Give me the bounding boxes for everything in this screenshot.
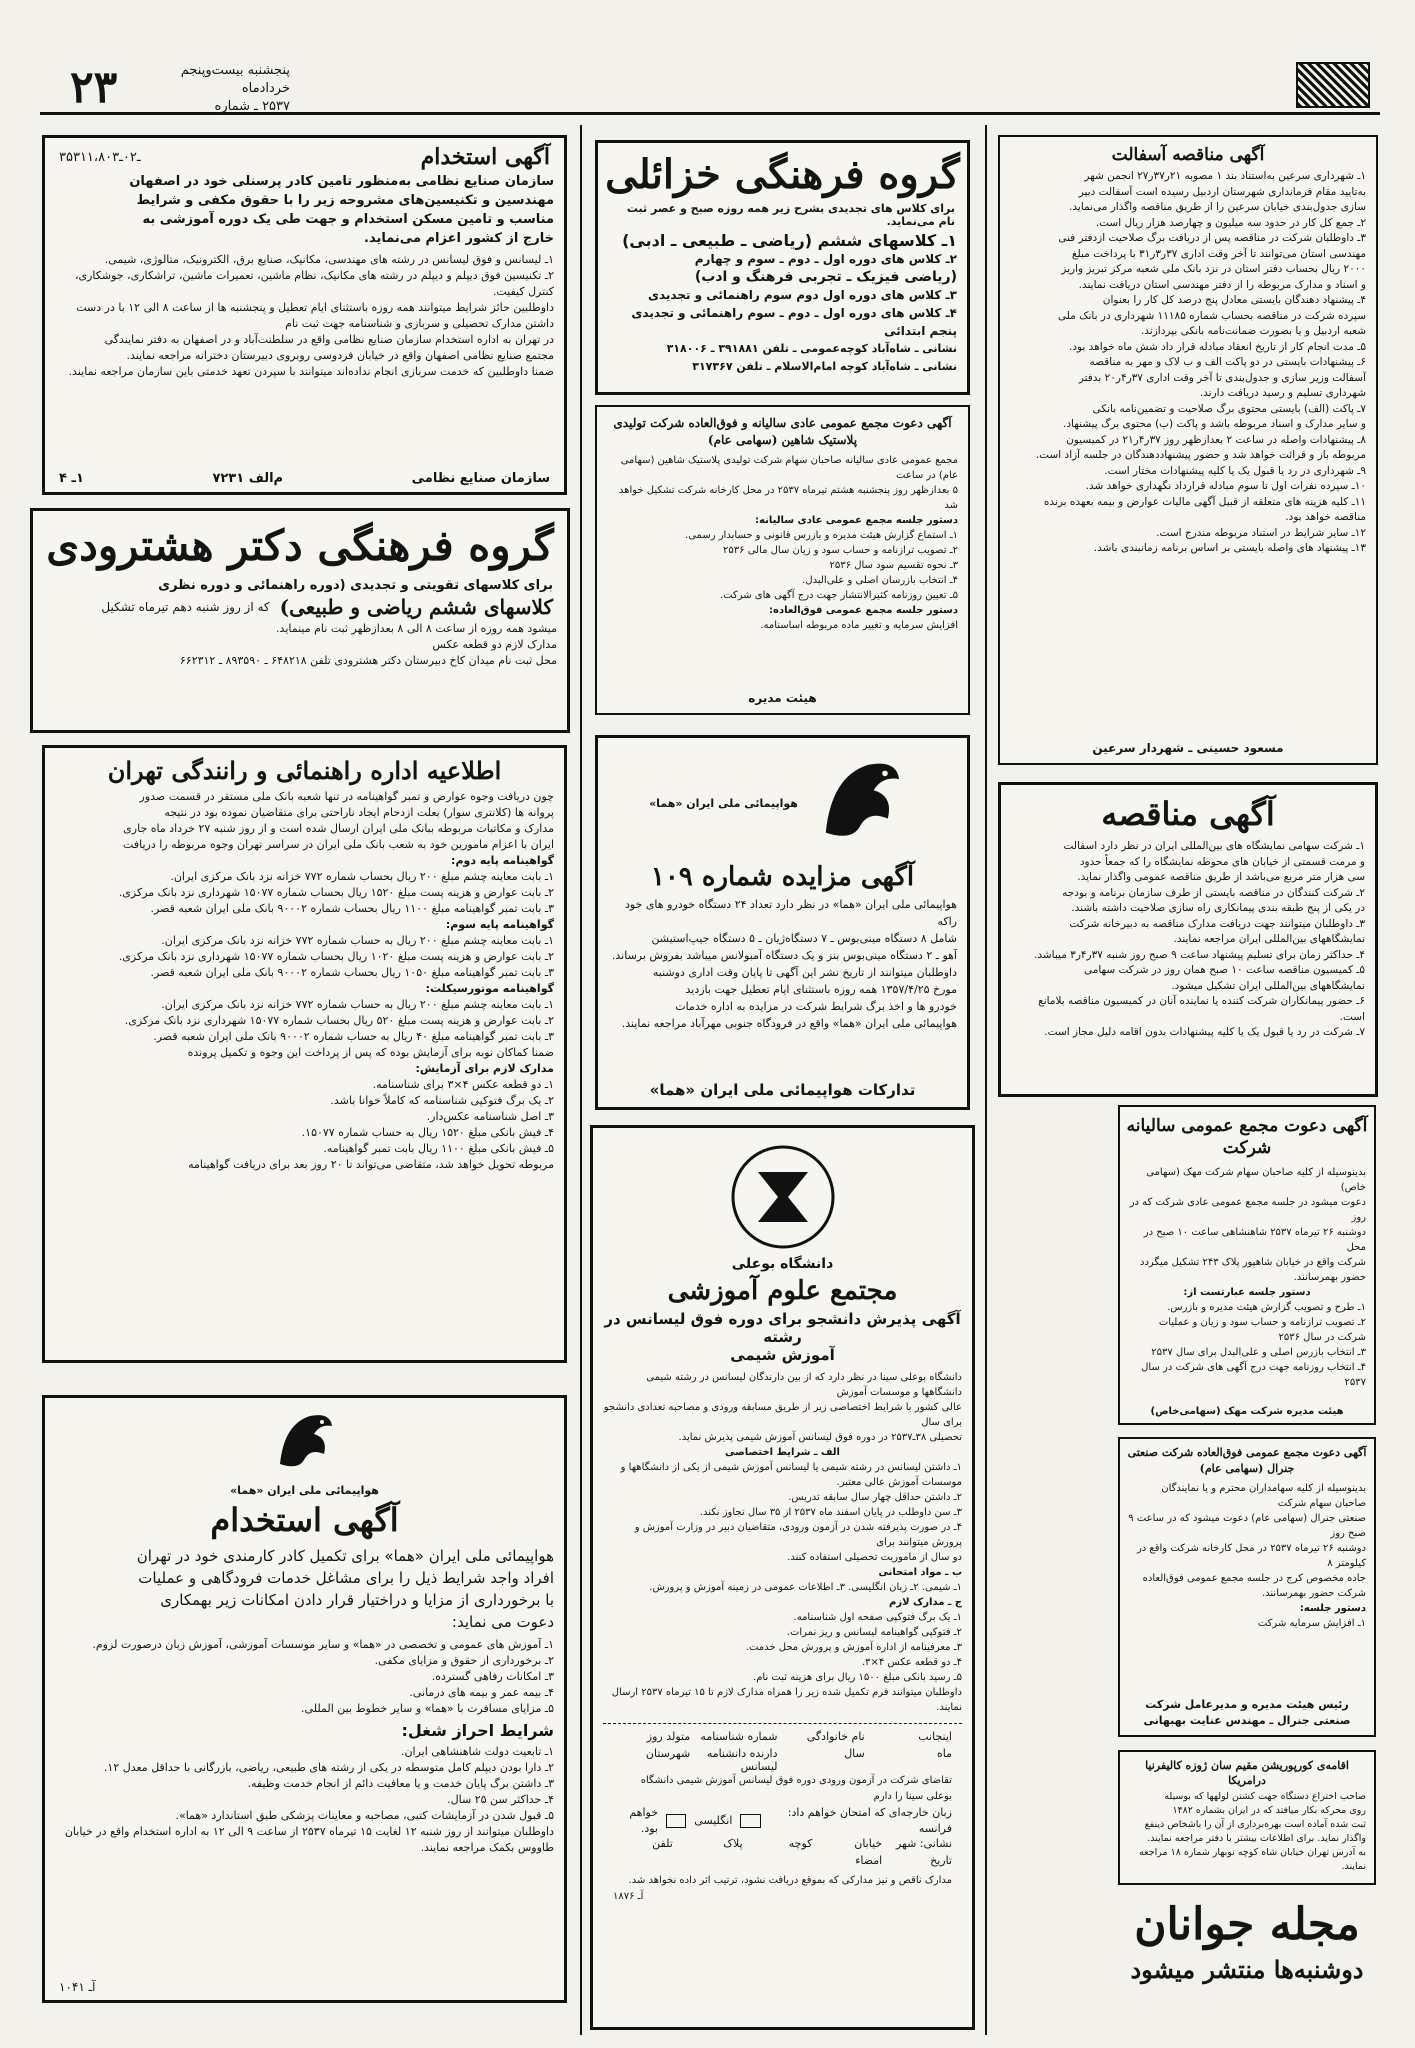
date-line-2: ۲۵۳۷ ـ شماره	[214, 99, 290, 114]
ad-note: مدارک ناقص و نیز مدارکی که بموقع دریافت نشود، ترتیب اثر داده نخواهد شد.	[628, 1875, 952, 1886]
form-field-label: سال	[844, 1747, 865, 1760]
ad-line: ۴ـ انتخاب بازرسان اصلی و علی‌البدل.	[802, 575, 958, 586]
ad-line: به‌تایید مقام فرمانداری شهرستان اردبیل رسیده است آسفالت دبیر	[1078, 185, 1366, 198]
ad-line: ۴ـ در صورت پذیرفته شدن در آزمون ورودی، متقاضیان دبیر در وزارت آموزش و پرورش میتوانند برای	[634, 1522, 962, 1548]
ad-line: ۱ـ دو قطعه عکس ۴×۳ برای شناسنامه.	[372, 1078, 554, 1091]
form-field-label: خواهم بود.	[629, 1806, 658, 1835]
ad-line: ۴ـ دو قطعه عکس ۴×۳.	[861, 1657, 962, 1668]
ad-line: ۵ـ قبول شدن در آزمایشات کتبی، مصاحبه و معاینات پزشکی طبق استاندارد «هما».	[175, 1809, 554, 1822]
ad-line: ۷ـ پاکت (الف) بایستی محتوی برگ صلاحیت و تضمین‌نامه بانکی	[1092, 402, 1366, 415]
ad-signature: رئیس هیئت مدیره و مدیرعامل شرکت صنعتی جنرال ـ مهندس عنایت بهبهانی	[1143, 1698, 1351, 1727]
ad-line: ۱ـ طرح و تصویب گزارش هیئت مدیره و بازرس.	[1167, 1302, 1366, 1313]
ad-line: ۱ـ شهرداری سرعین به‌استناد بند ۱ مصوبه ۲۱ر۳۷ر۲۷ انجمن شهر	[1084, 170, 1366, 182]
checkbox-french[interactable]	[740, 1814, 760, 1828]
ad-line: پروانه ها (کلانتری سوار) بعلت ازدحام ایجاد ناراحتی برای متقاضیان نموده بود در نتیجه	[164, 806, 554, 819]
ad-line: ۲ـ تکنیسین فوق دیپلم و دیپلم در رشته های مکانیک، نظام ماشین، تعمیرات ماشین، تراشکاری، جوشکاری، کنترل کیفیت.	[74, 269, 554, 298]
ad-line: خارج از کشور اعزام می‌نماید.	[364, 231, 554, 246]
ad-line: ۲۰۰۰ ریال بحساب دفتر استان در نزد بانک ملی شعبه مرکز تبریز واریز	[1061, 263, 1366, 275]
ad-line: ۱۲ـ سایر شرایط در استناد مربوطه مندرج است.	[1156, 526, 1366, 539]
ad-line: بدینوسیله از کلیه صاحبان سهام شرکت مهک (سهامی خاص)	[1146, 1167, 1366, 1193]
column-rule-left	[580, 125, 582, 2035]
ad-subheading: گواهینامه پایه سوم:	[445, 918, 554, 931]
ad-line: آسفالت وزیر سازی و جدول‌بندی تا آخر وقت اداری ۳۷ر۴ر۲۰ بدفتر	[1078, 371, 1366, 384]
ad-sanaye-nezami	[42, 135, 567, 495]
ad-line: ۱ـ شیمی. ۲ـ زبان انگلیسی. ۳ـ اطلاعات عمومی در زمینه آموزش و پرورش.	[649, 1582, 962, 1593]
ad-asphalt	[998, 135, 1378, 765]
ad-subheading: گواهینامه موتورسیکلت:	[425, 982, 554, 995]
form-field-label: شماره شناسنامه	[700, 1730, 778, 1743]
ad-subheading: دستور جلسه:	[1299, 1603, 1366, 1614]
ad-line: ۴ـ بیمه عمر و بیمه های درمانی.	[409, 1686, 554, 1699]
ad-code: ۳۵ـ۰۲ـ۳۱۱،۸۰۳	[59, 149, 141, 165]
ad-title: آگهی مزایده شماره ۱۰۹	[650, 862, 915, 892]
ad-title: مجله جوانان	[1134, 1899, 1360, 1950]
ad-signature: سازمان صنایع نظامی	[411, 471, 550, 486]
ad-line: هواپیمائی ملی ایران «هما» در نظر دارد تعداد ۲۴ دستگاه خودرو های خود راکه	[624, 898, 957, 928]
ad-line: با برخورداری از مزایا و دراختیار قرار دادن امکانات زیر بهمکاری	[160, 1591, 554, 1609]
ad-line: ۳ـ امکانات رفاهی گسترده.	[431, 1670, 554, 1683]
ad-line: ۳ـ داوطلبان میتوانند جهت دریافت مدارک مناقصه به دبیرخانه شرکت	[1069, 917, 1365, 930]
ad-line: در تهران به اداره استخدام سازمان صنایع نظامی واقع در سلطنت‌آباد و در اصفهان به دفتر نمایندگی	[104, 333, 554, 346]
ad-line: ضمنا کماکان نوبه برای آزمایش بوده که پس از پرداخت این وجوه و تکمیل پرونده	[187, 1046, 554, 1059]
ad-title: آگهی مناقصه آسفالت	[1111, 145, 1265, 165]
ad-line: ۱ـ تابعیت دولت شاهنشاهی ایران.	[400, 1745, 554, 1758]
ad-line: ۴ـ کلاس های دوره اول ـ دوم ـ سوم راهنمائی و تجدیدی پنجم ابتدائی	[631, 306, 957, 338]
bu-ali-logo-text: دانشگاه بوعلی	[731, 1256, 834, 1272]
homa-bird-icon	[806, 748, 916, 858]
ad-subheading: دستور جلسه عبارتست از:	[1183, 1287, 1311, 1298]
form-field-label: اینجانب	[918, 1730, 952, 1743]
ad-line: سپرده شرکت در مناقصه بحساب شماره ۱۱۱۸۵ شهرداری در بانک ملی	[1057, 309, 1366, 322]
homa-brand: هواپیمائی ملی ایران «هما»	[230, 1484, 379, 1497]
ad-rahnamaei	[42, 745, 567, 1363]
ad-line: مدارک لازم دو قطعه عکس	[432, 638, 557, 651]
ad-line: هواپیمائی ملی ایران «هما» واقع در فرودگاه جنوبی مهرآباد مراجعه نمایند.	[621, 1017, 957, 1030]
ad-line: ۲ـ دارا بودن دیپلم کامل متوسطه در یکی از رشته های طبیعی، ریاضی، بازرگانی با حداقل معدل ۱۲.	[103, 1761, 554, 1774]
ad-title: آگهی دعوت مجمع عمومی عادی سالیانه و فوق‌العاده شرکت تولیدی پلاستیک شاهین (سهامی عام)	[613, 416, 952, 447]
ad-line: مربوطه تحویل خواهد شد، متقاضی می‌تواند تا ۲۰ روز بعد برای دریافت گواهینامه	[188, 1158, 554, 1171]
ad-line: مدارک و مکاتبات مربوطه ببانک ملی ایران ارسال شده است و از روز شنبه ۲۷ خرداد ماه جاری	[123, 822, 554, 835]
ad-line: ۲ـ بابت عوارض و هزینه پست مبلغ ۱۵۲۰ ریال بحساب شماره ۱۵۰۷۷ شهرداری نزد بانک مرکزی.	[118, 886, 554, 899]
ad-line: ۱۰ـ سپرده نفرات اول تا سوم مبادله قرارداد نگهداری خواهد شد.	[1085, 480, 1366, 492]
ad-line: ۷ـ شرکت در رد یا قبول یک یا کلیه پیشنهادات بدون اقامه دلیل مجاز است.	[1044, 1026, 1365, 1038]
ad-line: مربوطه باز و قرائت خواهد شد و حضور پیشنهاددهندگان در جلسه آزاد است.	[1035, 449, 1366, 461]
ad-line: و سایر مدارک و اسناد مربوطه باشد و پاکت (ب) محتوی برگ پیشنهاد.	[1063, 418, 1366, 430]
ad-signature: هیئت مدیره شرکت مهک (سهامی‌خاص)	[1150, 1406, 1344, 1417]
ad-line: سازمان صنایع نظامی به‌منظور تامین کادر پرسنلی خود در اصفهان	[129, 174, 554, 189]
ad-line: ۳ـ کلاس های دوره اول دوم سوم راهنمائی و تجدیدی	[647, 288, 957, 302]
ad-line: ۴ـ حداکثر زمان برای تسلیم پیشنهاد ساعت ۹ صبح روز شنبه ۳۷ر۴ر۳ میباشد.	[1034, 948, 1365, 961]
ad-line: ۱ـ بابت معاینه چشم مبلغ ۲۰۰ ریال بحساب شماره ۷۷۲ خزانه نزد بانک مرکزی ایران.	[170, 870, 554, 883]
form-field-label: زبان خارجه‌ای که امتحان خواهم داد: فرانسه	[787, 1806, 952, 1835]
ad-line: ۲ـ بابت عوارض و هزینه پست مبلغ ۵۲۰ ریال بحساب شماره ۱۵۰۷۷ شهرداری نزد بانک مرکزی.	[124, 1014, 554, 1027]
ad-general	[1118, 1437, 1376, 1737]
ad-line: ۱ـ افزایش سرمایه شرکت	[1257, 1618, 1366, 1629]
ad-line: داوطلبان میتوانند از روز شنبه ۱۲ لغایت ۱۵ تیرماه ۲۵۳۷ از ساعت ۹ الی ۱۲ به اداره استخدام واقع در خیابان طاووس‌ بکمک مراجعه نمایند.	[64, 1825, 554, 1854]
ad-ref-2: ۱ـ ۴	[59, 471, 84, 486]
ad-line: ۴ـ انتخاب روزنامه جهت درج آگهی های شرکت در سال ۲۵۳۷	[1141, 1362, 1366, 1388]
ad-line: صاحب اختراع دستگاه جهت کشتن لولهها که بوسیله	[1164, 1791, 1366, 1802]
ad-line: دعوت میشود در جلسه مجمع عمومی عادی شرکت که در روز	[1129, 1197, 1366, 1223]
ad-line: مجمع عمومی عادی سالیانه صاحبان سهام شرکت تولیدی پلاستیک شاهین (سهامی عام) در ساعت	[620, 455, 958, 481]
form-field-label: متولد روز	[646, 1730, 691, 1743]
ad-title: آگهی استخدام	[420, 144, 550, 170]
homa-bird-icon	[270, 1404, 340, 1482]
ad-line: ۲ـ تصویب ترازنامه و حساب سود و زیان سال مالی ۲۵۳۶	[723, 545, 958, 556]
ad-line: مجتمع صنایع نظامی اصفهان واقع در خیابان فردوسی روبروی دبیرستان دخترانه مراجعه نمایند.	[126, 349, 554, 362]
ad-line: نمایشگاههای بین‌المللی ایران تشکیل میشود.	[1171, 979, 1365, 992]
ad-line: ۴ـ حداکثر سن ۲۵ سال.	[447, 1793, 554, 1806]
ad-title: اطلاعیه اداره راهنمائی و رانندگی تهران	[107, 756, 502, 785]
ad-california	[1118, 1750, 1376, 1885]
ad-subheading: مدارک لازم برای آزمایش:	[415, 1062, 554, 1075]
ad-line: ۱ـ استماع گزارش هیئت مدیره و بازرس قانونی و حسابدار رسمی.	[685, 530, 958, 541]
ad-line: چون دریافت وجوه عوارض و تمبر گواهینامه در تنها شعبه بانک ملی مستقر در قسمت صدور	[139, 790, 554, 803]
ad-ref: م‌الف ۷۲۳۱	[212, 471, 284, 486]
ad-line: مهندسی استان می‌توانند تا آخر وقت اداری ۳۷ر۳ر۳۱ با پرداخت مبلغ	[1071, 247, 1366, 260]
homa-brand: هواپیمائی ملی ایران «هما»	[649, 796, 798, 810]
ad-line: (ریاضی فیزیک ـ تجربی فرهنگ و ادب)	[694, 269, 957, 285]
form-field-label: ماه	[936, 1747, 952, 1760]
ad-subheading: شرایط احراز شغل:	[401, 1721, 554, 1740]
ad-line: ۵ـ تعیین روزنامه کثیرالانتشار جهت درج آگهی های شرکت.	[719, 590, 958, 601]
ad-subheading: ب ـ مواد امتحانی	[878, 1567, 962, 1578]
form-field-label: تاریخ	[930, 1854, 952, 1867]
ad-line: ۵ بعدازظهر روز پنجشنبه هشتم تیرماه ۲۵۳۷ در محل کارخانه شرکت تشکیل خواهد شد	[618, 485, 958, 511]
ad-line: و مرمت قسمتی از خیابان های محوطه نمایشگاه را که جمعاً حدود	[1079, 855, 1365, 868]
ad-line: مورخ ۱۳۵۷/۴/۲۵ همه روزه باستثنای ایام تعطیل جهت بازدید	[685, 983, 957, 996]
ad-line: مناسب و تامین مسکن استخدام و جهت طی یک دوره آموزشی به	[142, 212, 554, 227]
ad-line: دو سال از ماموریت تحصیلی استفاده کنند.	[787, 1552, 962, 1563]
ad-title: اقامه‌ی کورپوریشن مقیم سان ژوزه کالیفرنیا درامریکا	[1145, 1759, 1349, 1787]
ad-line: ۳ـ انتخاب بازرس اصلی و علی‌البدل برای سال ۲۵۳۷	[1151, 1347, 1366, 1358]
ad-line: ۱ـ شرکت سهامی نمایشگاه های بین‌المللی ایران در نظر دارد اسفالت	[1063, 840, 1365, 852]
ad-line: ۱ـ کلاسهای ششم (ریاضی ـ طبیعی ـ ادبی)	[622, 231, 957, 250]
ad-mahak	[1118, 1105, 1376, 1425]
ad-line: ۲ـ داشتن حداقل چهار سال سابقه تدریس.	[788, 1492, 962, 1503]
ad-line: ۲ـ یک برگ فتوکپی شناسنامه که کاملاً خوانا باشد.	[330, 1094, 554, 1107]
ad-title: گروه فرهنگی خزائلی	[605, 151, 960, 198]
ad-line: دوشنبه ۲۶ تیرماه ۲۵۳۷ شاهنشاهی ساعت ۱۰ صبح در محل	[1143, 1227, 1366, 1253]
ad-line: ایران با اعزام مامورین خود به شعب بانک ملی ایران در سراسر تهران وجوه مربوطه را دریافت	[123, 838, 554, 851]
ad-line: در یکی از پنج طبقه بندی پیمانکاری راه سازی صلاحیت داشته باشند.	[1071, 902, 1365, 914]
ad-line: ۳ـ بابت تمبر گواهینامه مبلغ ۱۱۰۰ ریال بحساب شماره ۹۰۰۰۲ بانک ملی ایران شعبه قصر.	[150, 902, 554, 915]
ad-line: برای کلاس های تجدیدی بشرح زیر همه روزه صبح و عصر ثبت نام می‌نماید.	[626, 202, 955, 228]
ad-line: ۵ـ رسید بانکی مبلغ ۱۵۰۰ ریال برای هزینه ثبت نام.	[753, 1672, 962, 1683]
date-line-1: پنجشنبه بیست‌و‌پنجم خردادماه	[180, 63, 290, 96]
ad-homa-auction	[595, 735, 970, 1110]
ad-line: روی محرکه بکار میافتد که در ایران بشماره ۱۴۸۲	[1172, 1805, 1366, 1816]
ad-line: ۵ـ کمیسیون مناقصه ساعت ۱۰ صبح همان روز در شرکت سهامی	[1083, 964, 1365, 976]
ad-line: ۵ـ فیش بانکی مبلغ ۱۱۰۰ ریال بابت تمبر گواهینامه.	[323, 1142, 554, 1155]
form-field-label: شهرستان	[645, 1747, 691, 1760]
ad-line: به آدرس تهران خیابان شاه کوچه نوبهار شماره ۱۸ مراجعه نمایند.	[1139, 1847, 1366, 1872]
ad-line: ۱ـ آموزش های عمومی و تخصصی در «هما» و سایر موسسات آموزشی، آموزش زبان درصورت لزوم.	[92, 1638, 554, 1651]
ad-line: ۱ـ داشتن لیسانس در رشته شیمی یا لیسانس آموزش شیمی از یکی از دانشگاهها و موسسات آموزش عالی معتبر.	[620, 1462, 962, 1488]
ad-line: دعوت می نماید:	[451, 1613, 554, 1631]
ad-line: داوطلبان میتوانند فرم تکمیل شده زیر را همراه مدارک لازم تا ۱۵ تیرماه ۲۵۳۷ ارسال نمایند.	[611, 1687, 962, 1713]
ad-line: ۳ـ اصل شناسنامه عکس‌دار.	[426, 1110, 554, 1123]
ad-title: آگهی استخدام	[210, 1501, 399, 1539]
column-rule-right	[985, 125, 987, 2035]
ad-line: ۳ـ معرفینامه از اداره آموزش و پرورش محل خدمت.	[745, 1642, 962, 1653]
ad-line: ۶ـ حضور پیمانکاران شرکت کننده یا نماینده آنان در کمیسیون مناقصه بلامانع است.	[1038, 995, 1365, 1023]
form-field-label: انگلیسی	[694, 1814, 733, 1827]
ad-signature: مسعود حسینی ـ شهردار سرعین	[1092, 741, 1284, 755]
ad-ref: آـ ۱۰۴۱	[59, 1980, 96, 1994]
form-field-label: نام خانوادگی	[806, 1730, 865, 1743]
ad-line: ۱ـ یک برگ فتوکپی صفحه اول شناسنامه.	[793, 1612, 962, 1623]
ad-title: مجتمع علوم آموزشی	[667, 1276, 898, 1306]
ad-line: ضمنا داوطلبین که خدمت سربازی انجام نداده‌اند میتوانند با سپردن تعهد خدمتی باین سازمان مراجعه نمایند.	[68, 365, 554, 378]
ad-line: ۶ـ پیشنهادات بایستی در دو پاکت الف و ب لاک و مهر به مناقصه	[1089, 356, 1366, 368]
ad-ref: آـ ۱۸۷۶	[613, 1891, 644, 1902]
ad-line: ۲ـ جمع کل کار در حدود سه میلیون و چهارصد هزار ریال است.	[1095, 216, 1366, 229]
page-header	[40, 62, 1380, 115]
ad-line: کلاسهای ششم ریاضی و طبیعی)	[279, 595, 553, 619]
form-field-label: تلفن	[652, 1837, 673, 1850]
ad-javanan	[1118, 1895, 1376, 2020]
ad-line: شعبه اردبیل و یا بصورت ضمانت‌نامه بانکی بپردازند.	[1140, 325, 1366, 337]
ad-bu-ali	[590, 1125, 975, 2030]
checkbox-english[interactable]	[666, 1814, 686, 1828]
ad-subtitle: آموزش شیمی	[730, 1346, 835, 1364]
ad-line: ۲ـ تصویب ترازنامه و حساب سود و زیان و عملیات شرکت در سال ۲۵۳۶	[1158, 1317, 1366, 1343]
ad-line: شرکت واقع در خیابان شاهپور پلاک ۲۴۳ تشکیل میگردد	[1140, 1257, 1366, 1268]
ad-line: داوطلبین حائز شرایط میتوانند همه روزه باستثنای ایام تعطیل و پنجشنبه ها از ساعت ۸ الی ۱۲ با در دست داشتن مدارک تحصیلی و سربازی و شناسنامه جهت ثبت نام	[76, 301, 554, 330]
ad-title: آگهی مناقصه	[1101, 795, 1275, 833]
ad-line: افزایش سرمایه و تغییر ماده مربوطه اساسنامه.	[760, 620, 958, 631]
ad-title: گروه فرهنگی دکتر هشترودی	[46, 521, 554, 570]
ad-line: نمایشگاههای بین‌المللی ایران مراجعه نمایند.	[1173, 933, 1365, 945]
ad-line: و اسناد و مدارک مربوطه را از دفتر مهندسی استان دریافت نمایند.	[1078, 278, 1366, 291]
ad-line: که از روز شنبه دهم تیرماه تشکیل	[101, 600, 270, 614]
ad-line: صنعتی جنرال (سهامی عام) دعوت میشود که در ساعت ۹ صبح روز	[1128, 1513, 1366, 1539]
form-field-label: کوچه	[788, 1837, 813, 1850]
ad-line: ۳ـ نحوه تقسیم سود سال ۲۵۳۶	[829, 560, 958, 571]
ad-line: عالی کشور با شرایط اختصاصی زیر از طریق مسابقه ورودی و مصاحبه تعدادی دانشجو برای سال	[603, 1402, 962, 1428]
ad-line: داوطلبان میتوانند از تاریخ نشر این آگهی تا پایان وقت اداری دوشنبه	[652, 966, 957, 979]
form-field-label: تقاضای شرکت در آزمون ورودی دوره فوق لیسانس آموزش شیمی دانشگاه بوعلی سینا را دارم	[640, 1775, 952, 1802]
ad-line: نشانی ـ شاه‌آباد کوچه‌عمومی ـ تلفن ۳۹۱۸۸۱ ـ ۳۱۸۰۰۶	[666, 342, 957, 355]
ad-subheading: ج ـ مدارک لازم	[889, 1597, 962, 1608]
ad-line: ۸ـ پیشنهادات واصله در ساعت ۲ بعدازظهر روز ۳۷ر۴ر۲۱ در کمیسیون	[1066, 433, 1366, 446]
ad-line: ۲ـ کلاس های دوره اول ـ دوم ـ سوم و چهارم	[694, 252, 957, 266]
ad-line: ۴ـ فیش بانکی مبلغ ۱۵۲۰ ریال به حساب شماره ۱۵۰۷۷.	[301, 1126, 554, 1139]
ad-line: ۱ـ لیسانس و فوق لیسانس در رشته های مهندسی، مکانیک، صنایع برق، الکترونیک، متالوژی، شیمی.	[104, 253, 554, 266]
ad-line: مهندسین و تکنیسین‌های مشروحه زیر را با حقوق مکفی و شرایط	[136, 193, 554, 208]
ad-subheading: الف ـ شرایط اختصاصی	[724, 1447, 840, 1458]
ad-line: سازی جدول‌بندی خیابان سرعین را از طریق مناقصه واگذار می‌نماید.	[1069, 201, 1366, 213]
form-field-label: دارنده دانشنامه لیسانس	[706, 1747, 778, 1773]
ad-line: میشود همه روزه از ساعت ۸ الی ۸ بعدازظهر ثبت نام مینماید.	[276, 622, 557, 635]
ad-line: دانشگاه بوعلی سینا در نظر دارد که از بین دارندگان لیسانس در رشته شیمی دانشگاهها و موسسات آموزش	[646, 1372, 962, 1398]
ad-subheading: دستور جلسه مجمع عمومی عادی سالیانه:	[755, 515, 958, 526]
ad-line: شامل ۸ دستگاه مینی‌بوس ـ ۷ دستگاه‌ژیان ـ ۵ دستگاه جیپ‌استیشن	[651, 932, 957, 945]
ad-shahin	[595, 405, 970, 715]
ad-subtitle: دوشنبه‌ها منتشر میشود	[1130, 1955, 1364, 1984]
ad-line: ۱ـ بابت معاینه چشم مبلغ ۲۰۰ ریال به حساب شماره ۷۷۲ خزانه نزد بانک مرکزی ایران.	[161, 998, 554, 1011]
ad-khazaeli	[595, 140, 970, 395]
ad-line: تحصیلی ۳۸ـ۲۵۳۷ در دوره فوق لیسانس آموزش شیمی پذیرش نماید.	[678, 1432, 962, 1443]
ad-line: حضور بهمرسانند.	[1293, 1272, 1366, 1283]
ad-line: ۹ـ شهرداری در رد یا قبول یک یا کلیه پیشنهادات مختار است.	[1104, 464, 1366, 477]
ad-line: ۳ـ سن داوطلب در پایان اسفند ماه ۲۵۳۷ از ۳۵ سال تجاوز نکند.	[699, 1507, 962, 1518]
ad-signature: تدارکات هواپیمائی ملی ایران «هما»	[649, 1081, 916, 1099]
ad-line: نشانی ـ شاه‌آباد کوچه امام‌الاسلام ـ تلفن ۳۱۷۳۶۷	[692, 360, 957, 373]
ad-line: ثبت شده آماده است بهره‌برداری از آن را باشخاص ذینفع	[1144, 1819, 1366, 1830]
ad-monaghese	[998, 782, 1378, 1097]
ad-line: ۱۱ـ کلیه هزینه های متعلقه از قبیل آگهی مالیات عوارض و بیمه بعهده برنده مناقصه خواهد بود.	[1043, 495, 1366, 523]
ad-line: ۵ـ مزایای مسافرت با «هما» و سایر خطوط بین المللی.	[301, 1702, 554, 1715]
ad-title: آگهی دعوت مجمع عمومی فوق‌العاده شرکت صنعتی جنرال (سهامی عام)	[1127, 1446, 1367, 1475]
bu-ali-logo-icon	[593, 1128, 972, 1256]
application-form	[603, 1723, 962, 1905]
ad-line: ۲ـ فتوکپی گواهینامه لیسانس و ریز نمرات.	[786, 1627, 962, 1638]
ad-line: واگذار نماید. برای اطلاعات بیشتر با دفتر مراجعه نمایند.	[1147, 1833, 1366, 1844]
ad-body	[45, 789, 564, 1173]
ad-signature: هیئت مدیره	[748, 691, 817, 705]
issue-date	[150, 62, 290, 116]
ad-homa-hire	[42, 1395, 567, 2003]
page-number: ۲۳	[70, 62, 118, 113]
ad-line: ۲ـ بابت عوارض و هزینه پست مبلغ ۱۰۲۰ ریال بحساب شماره ۱۵۰۷۷ شهرداری نزد بانک مرکزی.	[118, 950, 554, 963]
ad-line: ۵ـ مدت انجام کار از تاریخ انعقاد مبادله قرار داد شش ماه خواهد بود.	[1068, 340, 1366, 353]
ad-line: هواپیمائی ملی ایران «هما» برای تکمیل کادر کارمندی خود در تهران	[136, 1547, 554, 1565]
ad-title: آگهی دعوت مجمع عمومی سالیانه شرکت	[1126, 1116, 1368, 1158]
ad-line: دوشنبه ۲۶ تیرماه ۲۵۳۷ در محل کارخانه شرکت واقع در کیلومتر ۸	[1136, 1543, 1366, 1569]
ad-line: ۲ـ برخورداری از حقوق و مزایای مکفی.	[374, 1654, 554, 1667]
ad-subheading: گواهینامه پایه دوم:	[451, 854, 554, 867]
ad-line: خودرو ها و اخذ برگ شرایط شرکت در مزایده به اداره خدمات	[675, 1000, 957, 1013]
ad-line: بدینوسیله از کلیه سهامداران محترم و یا نمایندگان صاحبان سهام شرکت	[1161, 1483, 1366, 1509]
ad-subheading: دستور جلسه مجمع عمومی فوق‌العاده:	[769, 605, 958, 616]
ad-line: محل ثبت نام میدان کاخ دبیرستان دکتر هشترودی تلفن ۶۴۸۲۱۸ ـ ۸۹۳۵۹۰ ـ ۶۶۲۳۱۲	[179, 654, 557, 667]
ad-line: آهو ـ ۲ دستگاه مینی‌بوس بنز و یک دستگاه آمبولانس میباشد بفروش برساند.	[611, 949, 957, 962]
ad-line: ۱ـ بابت معاینه چشم مبلغ ۲۰۰ ریال به حساب شماره ۷۷۲ خزانه نزد بانک مرکزی ایران.	[161, 934, 554, 947]
form-field-label: امضاء	[855, 1854, 883, 1867]
ad-line: ۱۳ـ پیشنهاد های واصله بایستی بر اساس برنامه زمانبندی باشد.	[1093, 542, 1366, 554]
ad-line: افراد واجد شرایط ذیل را برای مشاغل خدمات فرودگاهی و عملیات	[138, 1569, 554, 1587]
form-field-label: خیابان	[854, 1837, 883, 1850]
ad-line: ۲ـ شرکت کنندگان در مناقصه بایستی از طرف سازمان برنامه و بودجه	[1062, 886, 1365, 899]
form-field-label: نشانی: شهر	[895, 1837, 952, 1850]
newspaper-logo-icon	[1296, 62, 1370, 108]
ad-line: شهرداری تسلیم و رسید دریافت دارند.	[1199, 387, 1366, 399]
ad-hashtroudi	[30, 508, 570, 733]
ad-line: جاده مخصوص کرج در جلسه مجمع عمومی فوق‌العاده شرکت حضور بهمرسانند.	[1142, 1573, 1366, 1599]
ad-subtitle: آگهی پذیرش دانشجو برای دوره فوق لیسانس در رشته	[604, 1310, 961, 1346]
form-field-label: پلاک	[723, 1837, 743, 1850]
ad-line: ۳ـ داشتن برگ پایان خدمت و یا معافیت دائم از انجام خدمت وظیفه.	[247, 1777, 554, 1790]
ad-line: ۳ـ داوطلبان شرکت در مناقصه پس از دریافت برگ صلاحیت ازدفتر فنی	[1058, 232, 1366, 244]
ad-line: ۴ـ پیشنهاد دهندگان بایستی معادل پنج درصد کل کار را بعنوان	[1102, 294, 1366, 306]
ad-line: ۳ـ بابت تمبر گواهینامه مبلغ ۴۰ ریال به حساب شماره ۹۰۰۰۲ بانک ملی ایران شعبه قصر.	[153, 1030, 554, 1043]
ad-line: برای کلاسهای تقویتی و تجدیدی (دوره راهنمائی و دوره نظری	[158, 578, 553, 593]
ad-line: سی هزار متر مربع می‌باشد از طریق مناقصه عمومی واگذار نماید.	[1077, 871, 1365, 883]
ad-line: ۳ـ بابت تمبر گواهینامه مبلغ ۱۰۵۰ ریال بحساب شماره ۹۰۰۰۲ بانک ملی ایران شعبه قصر.	[150, 966, 554, 979]
